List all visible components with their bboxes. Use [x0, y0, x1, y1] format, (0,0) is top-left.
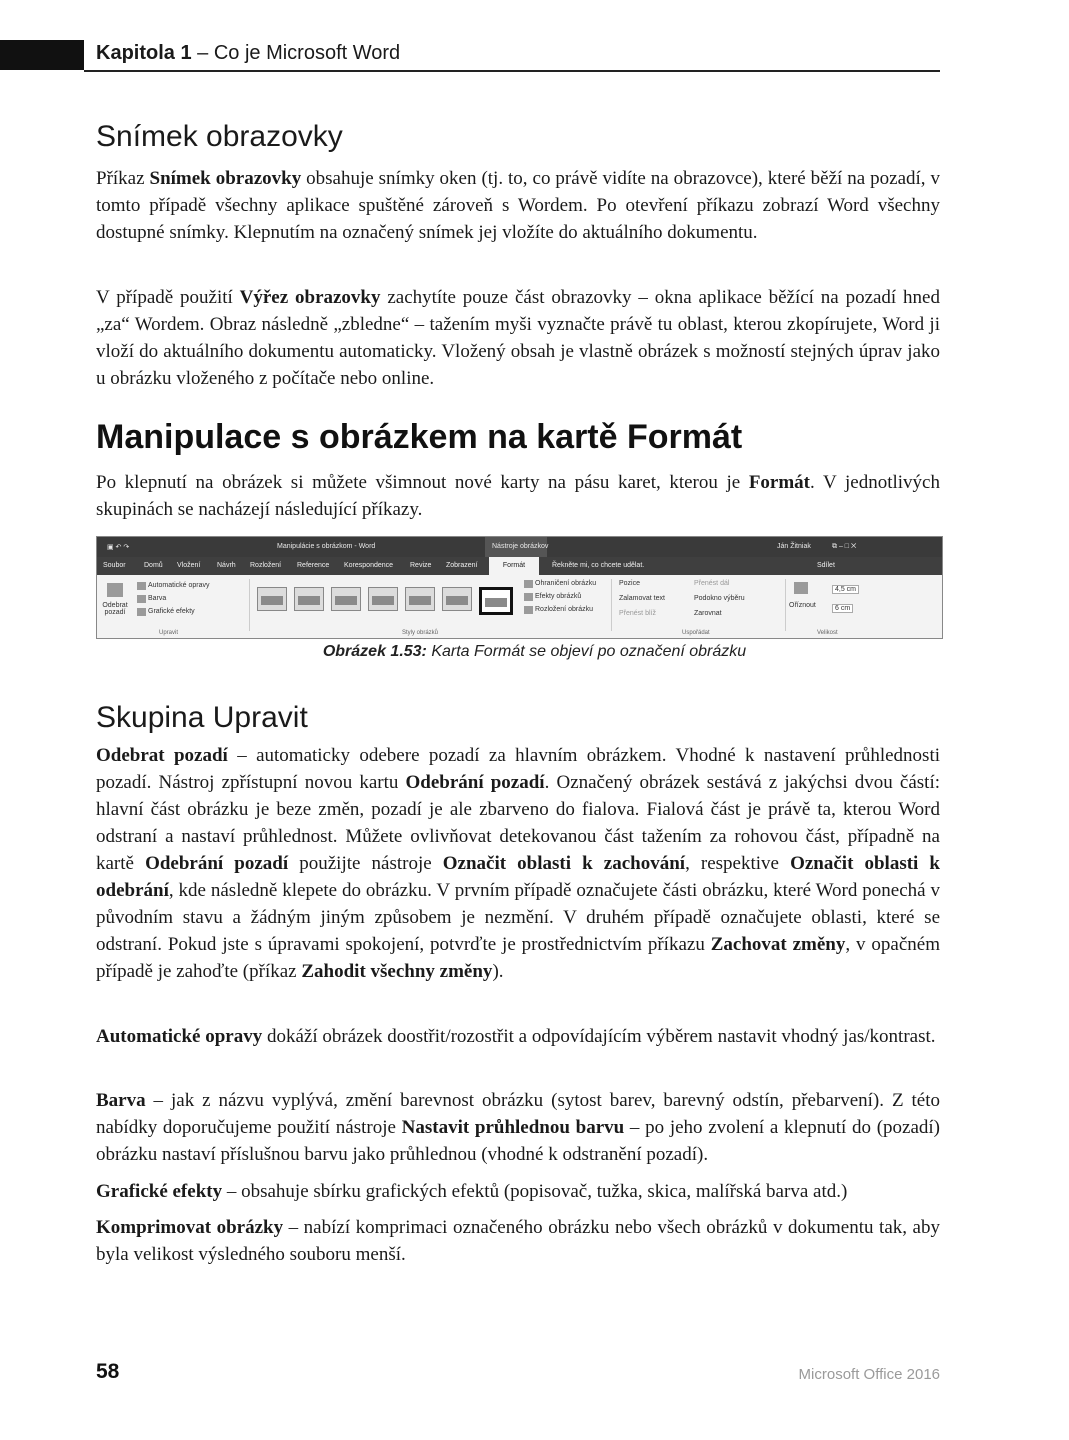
- save-icon: ▣ ↶ ↷: [107, 544, 130, 551]
- crop-icon: [794, 582, 808, 594]
- corrections-button[interactable]: Automatické opravy: [148, 582, 210, 589]
- picture-style-thumb[interactable]: [405, 587, 435, 611]
- color-button[interactable]: Barva: [148, 595, 167, 602]
- paragraph: Barva – jak z názvu vyplývá, změní barevnost obrázku (sytost barev, barevný odstín, přebarvení). Z této nabídky doporučujeme použití nástroje Nastavit průhlednou barvu – po jeho zvolení a klepnutí do (pozadí) obrázku nastaví příslušnou barvu jako průhlednou (vhodné k odstranění pozadí).: [96, 1090, 940, 1165]
- wrap-text-button[interactable]: Zalamovat text: [619, 595, 665, 602]
- tab-domu[interactable]: Domů: [144, 562, 163, 569]
- paragraph: Komprimovat obrázky – nabízí komprimaci označeného obrázku nebo všech obrázků v dokumentu tak, aby byla velikost výsledného souboru menší.: [96, 1217, 940, 1265]
- page-number: 58: [96, 1360, 120, 1383]
- section-heading-snimek: Snímek obrazovky: [96, 120, 343, 153]
- tab-vlozeni[interactable]: Vložení: [177, 562, 201, 569]
- group-separator: [785, 579, 786, 631]
- picture-effects-icon: [524, 593, 533, 601]
- selection-pane-button[interactable]: Podokno výběru: [694, 595, 745, 602]
- picture-border-icon: [524, 580, 533, 588]
- share-button[interactable]: Sdílet: [817, 562, 835, 569]
- picture-border-button[interactable]: Ohraničení obrázku: [535, 580, 597, 587]
- section-heading-manipulace: Manipulace s obrázkem na kartě Formát: [96, 418, 743, 456]
- tab-soubor[interactable]: Soubor: [103, 562, 126, 569]
- ribbon-title-bar: [97, 537, 942, 557]
- paragraph: Automatické opravy dokáží obrázek doostřit/rozostřit a odpovídajícím výběrem nastavit vhodný jas/kontrast.: [96, 1026, 936, 1047]
- tell-me-box[interactable]: Řekněte mi, co chcete udělat.: [552, 562, 645, 569]
- picture-style-thumb[interactable]: [368, 587, 398, 611]
- tab-format[interactable]: Formát: [489, 557, 539, 575]
- window-controls-icon: ⧉ – □ ✕: [832, 543, 857, 550]
- ribbon-screenshot: [96, 536, 943, 639]
- ribbon-tabs: [97, 557, 942, 575]
- paragraph: Po klepnutí na obrázek si můžete všimnout nové karty na pásu karet, kterou je Formát. V jednotlivých skupinách se nacházejí následující příkazy.: [96, 472, 940, 520]
- bring-forward-button[interactable]: Přenést blíž: [619, 610, 656, 617]
- header-dash: –: [191, 42, 214, 64]
- header-rule: [84, 70, 940, 72]
- artistic-effects-icon: [137, 608, 146, 616]
- tab-rozlozeni[interactable]: Rozložení: [250, 562, 282, 569]
- group-separator: [611, 579, 612, 631]
- paragraph: Příkaz Snímek obrazovky obsahuje snímky oken (tj. to, co právě vidíte na obrazovce), které běží na pozadí, v tomto případě všechny aplikace spuštěné zároveň s Wordem. Po otevření příkazu zobrazí Word všechny dostupné snímky. Klepnutím na označený snímek jej vložíte do aktuálního dokumentu.: [96, 168, 940, 243]
- group-label-velikost: Velikost: [817, 630, 838, 636]
- remove-background-icon: [107, 583, 123, 597]
- group-label-usporadat: Uspořádat: [682, 630, 710, 636]
- caption-label: Obrázek 1.53:: [322, 643, 427, 660]
- height-input[interactable]: 4,5 cm: [832, 585, 859, 594]
- context-tab-label: Nástroje obrázkov: [492, 543, 549, 550]
- picture-style-thumb[interactable]: [442, 587, 472, 611]
- align-button[interactable]: Zarovnat: [694, 610, 722, 617]
- artistic-effects-button[interactable]: Grafické efekty: [148, 608, 195, 615]
- user-name: Ján Žitniak: [777, 543, 811, 550]
- picture-layout-button[interactable]: Rozložení obrázku: [535, 606, 593, 613]
- position-button[interactable]: Pozice: [619, 580, 641, 587]
- tab-zobrazeni[interactable]: Zobrazení: [446, 562, 478, 569]
- paragraph: Grafické efekty – obsahuje sbírku grafických efektů (popisovač, tužka, skica, malířská barva atd.): [96, 1181, 848, 1202]
- header-bar: [0, 40, 84, 70]
- color-icon: [137, 595, 146, 603]
- tab-navrh[interactable]: Návrh: [217, 562, 236, 569]
- chapter-title: Co je Microsoft Word: [213, 42, 401, 64]
- book-title: Microsoft Office 2016: [798, 1366, 940, 1383]
- paragraph: V případě použití Výřez obrazovky zachytíte pouze část obrazovky – okna aplikace běžící na pozadí hned „za“ Wordem. Obraz následně „zbledne“ – tažením myši vyznačte právě tu oblast, kterou zkopírujete, Word ji vloží do aktuálního dokumentu automaticky. Vložený obsah je vlastně obrázek s možností stejných úprav jako u obrázku vloženého z počítače nebo online.: [96, 287, 940, 389]
- send-backward-button[interactable]: Přenést dál: [694, 580, 730, 587]
- group-label-upravit: Upravit: [159, 630, 179, 636]
- caption-text: Karta Formát se objeví po označení obrázku: [426, 643, 747, 660]
- group-label-styly: Styly obrázků: [402, 630, 439, 636]
- group-separator: [249, 579, 250, 631]
- tab-korespondence[interactable]: Korespondence: [344, 562, 394, 569]
- ribbon-body: [97, 575, 942, 638]
- picture-layout-icon: [524, 606, 533, 614]
- paragraph: Odebrat pozadí – automaticky odebere pozadí za hlavním obrázkem. Vhodné k nastavení průhlednosti pozadí. Nástroj zpřístupní novou kartu Odebrání pozadí. Označený obrázek sestává z jakýchsi dvou částí: hlavní část obrázku je beze změn, pozadí je ale zbarveno do fialova. Fialová část je právě ta, kterou Word odstraní a nastaví průhlednost. Můžete ovlivňovat detekovanou část tažením za rohovou část, případně na kartě Odebrání pozadí použijte nástroje Označit oblasti k zachování, respektive Označit oblasti k odebrání, kde následně klepete do obrázku. V prvním případě označujete části obrázku, které Word ponechá v původním stavu a žádným jiným způsobem je nezmění. V druhém případě označujete oblasti, které se odstraní. Pokud jste s úpravami spokojení, potvrďte je prostřednictvím příkazu Zachovat změny, v opačném případě je zahoďte (příkaz Zahodit všechny změny).: [96, 745, 941, 982]
- crop-button[interactable]: Oříznout: [789, 602, 816, 609]
- chapter-label: Kapitola 1: [96, 42, 192, 64]
- window-title: Manipulácie s obrázkom - Word: [277, 543, 376, 550]
- figure-caption: [0, 643, 1069, 661]
- corrections-icon: [137, 582, 146, 590]
- picture-style-thumb[interactable]: [331, 587, 361, 611]
- tab-revize[interactable]: Revize: [410, 562, 432, 569]
- picture-effects-button[interactable]: Efekty obrázků: [535, 593, 582, 600]
- width-input[interactable]: 6 cm: [832, 604, 853, 613]
- section-heading-skupina-upravit: Skupina Upravit: [96, 701, 308, 734]
- picture-style-thumb[interactable]: [294, 587, 324, 611]
- picture-style-thumb-selected[interactable]: [479, 587, 513, 615]
- running-header: [96, 40, 400, 66]
- picture-style-thumb[interactable]: [257, 587, 287, 611]
- tab-reference[interactable]: Reference: [297, 562, 330, 569]
- remove-background-button[interactable]: Odebrat pozadí: [102, 602, 128, 616]
